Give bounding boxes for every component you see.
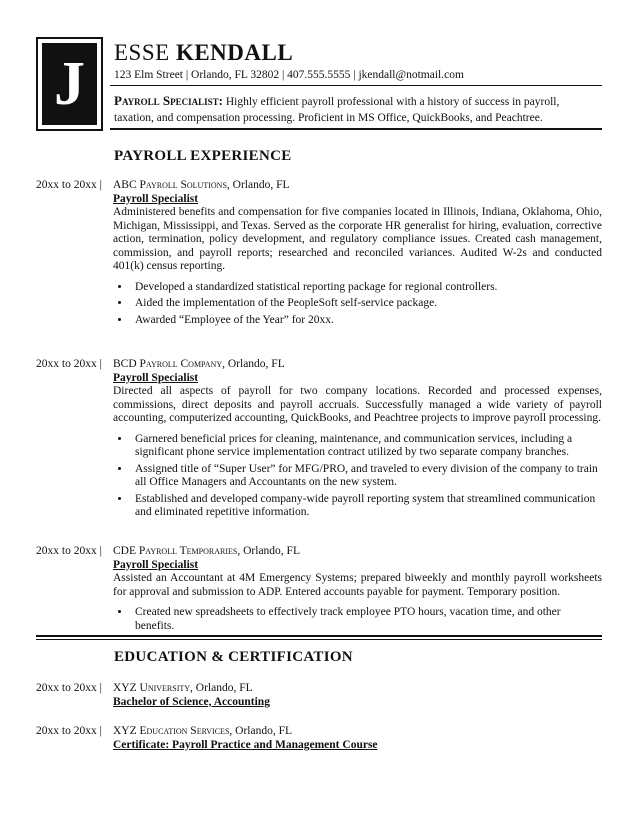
- job-title: Payroll Specialist: [113, 558, 199, 571]
- education-title: EDUCATION & CERTIFICATION: [114, 649, 353, 665]
- job-entry: [36, 545, 602, 636]
- name-first-rest: ESSE: [114, 40, 170, 65]
- education-school: XYZ Education Services: [113, 725, 230, 737]
- education-location: , Orlando, FL: [229, 725, 292, 737]
- summary-rule: [110, 128, 602, 130]
- education-entry: [36, 725, 602, 752]
- job-title: Payroll Specialist: [113, 192, 199, 205]
- education-entry: [36, 682, 602, 709]
- candidate-name: [114, 40, 293, 66]
- job-date: 20xx to 20xx |: [36, 179, 102, 191]
- job-date: 20xx to 20xx |: [36, 545, 102, 557]
- job-bullet: • Garnered beneficial prices for cleaning, maintenance, and communication services, including a significant phone service implementation contract utilized by two separate company branches.: [131, 433, 602, 460]
- experience-title: PAYROLL EXPERIENCE: [114, 148, 292, 164]
- job-bullet: • Awarded “Employee of the Year” for 20xx.: [131, 314, 602, 328]
- job-company: ABC Payroll Solutions: [113, 179, 227, 191]
- job-bullet: • Developed a standardized statistical reporting package for regional controllers.: [131, 281, 602, 295]
- education-credential: Certificate: Payroll Practice and Management Course: [113, 738, 378, 751]
- job-description: Assisted an Accountant at 4M Emergency Systems; prepared biweekly and monthly payroll worksheets for approval and submission to ADP. Entered accounts payable for payment. Temporary position.: [113, 572, 602, 598]
- contact-line: 123 Elm Street | Orlando, FL 32802 | 407.555.5555 | jkendall@notmail.com: [114, 69, 464, 81]
- job-bullet: • Created new spreadsheets to effectively track employee PTO hours, vacation time, and other benefits.: [131, 606, 602, 633]
- job-date: 20xx to 20xx |: [36, 358, 102, 370]
- job-entry: [36, 358, 602, 523]
- job-bullet: • Assigned title of “Super User” for MFG/PRO, and traveled to every division of the company to train all Office Managers and Accountants on the new system.: [131, 463, 602, 490]
- job-entry: [36, 179, 602, 330]
- section-divider: [36, 635, 602, 637]
- education-location: , Orlando, FL: [190, 682, 253, 694]
- header-rule: [110, 85, 602, 86]
- section-divider-thin: [36, 639, 602, 640]
- summary-label: Payroll Specialist:: [114, 93, 223, 108]
- summary: [114, 93, 602, 126]
- job-bullet: • Established and developed company-wide payroll reporting system that streamlined communication and eliminated repetitive information.: [131, 493, 602, 520]
- job-location: , Orlando, FL: [237, 545, 300, 557]
- education-school: XYZ University: [113, 682, 191, 694]
- monogram-box: [36, 37, 103, 131]
- summary-text: Highly efficient payroll professional with a history of success in payroll, taxation, and compensation processing. Proficient in MS Office, QuickBooks, and Peachtree.: [114, 96, 560, 124]
- job-description: Directed all aspects of payroll for two company locations. Recorded and processed expenses, commissions, direct deposits and payroll accruals. Successfully managed a wide variety of payroll accounting, computerized accounting, QuickBooks, and Peachtree projects to improve payroll processing.: [113, 385, 602, 424]
- name-last-initial: K: [175, 40, 195, 65]
- name-last-rest: ENDALL: [194, 40, 294, 65]
- monogram-letter: J: [42, 43, 97, 125]
- job-title: Payroll Specialist: [113, 371, 199, 384]
- job-location: , Orlando, FL: [226, 179, 290, 191]
- job-company: BCD Payroll Company: [113, 358, 223, 370]
- education-date: 20xx to 20xx |: [36, 725, 102, 737]
- job-location: , Orlando, FL: [222, 358, 285, 370]
- job-description: Administered benefits and compensation for five companies located in Illinois, Indiana, Oklahoma, Ohio, Michigan, Mississippi, and Texas. Served as the corporate HR generalist for hiring, evaluation, corrective action, termination, policy development, and regulatory compliance issues. Created cash management, commission, and payroll reports; researched and reconciled variances. Audited W-2s and conducted 401(k) census reporting.: [113, 206, 602, 272]
- job-company: CDE Payroll Temporaries: [113, 545, 238, 557]
- education-date: 20xx to 20xx |: [36, 682, 102, 694]
- education-credential: Bachelor of Science, Accounting: [113, 695, 270, 708]
- job-bullet: • Aided the implementation of the PeopleSoft self-service package.: [131, 297, 602, 311]
